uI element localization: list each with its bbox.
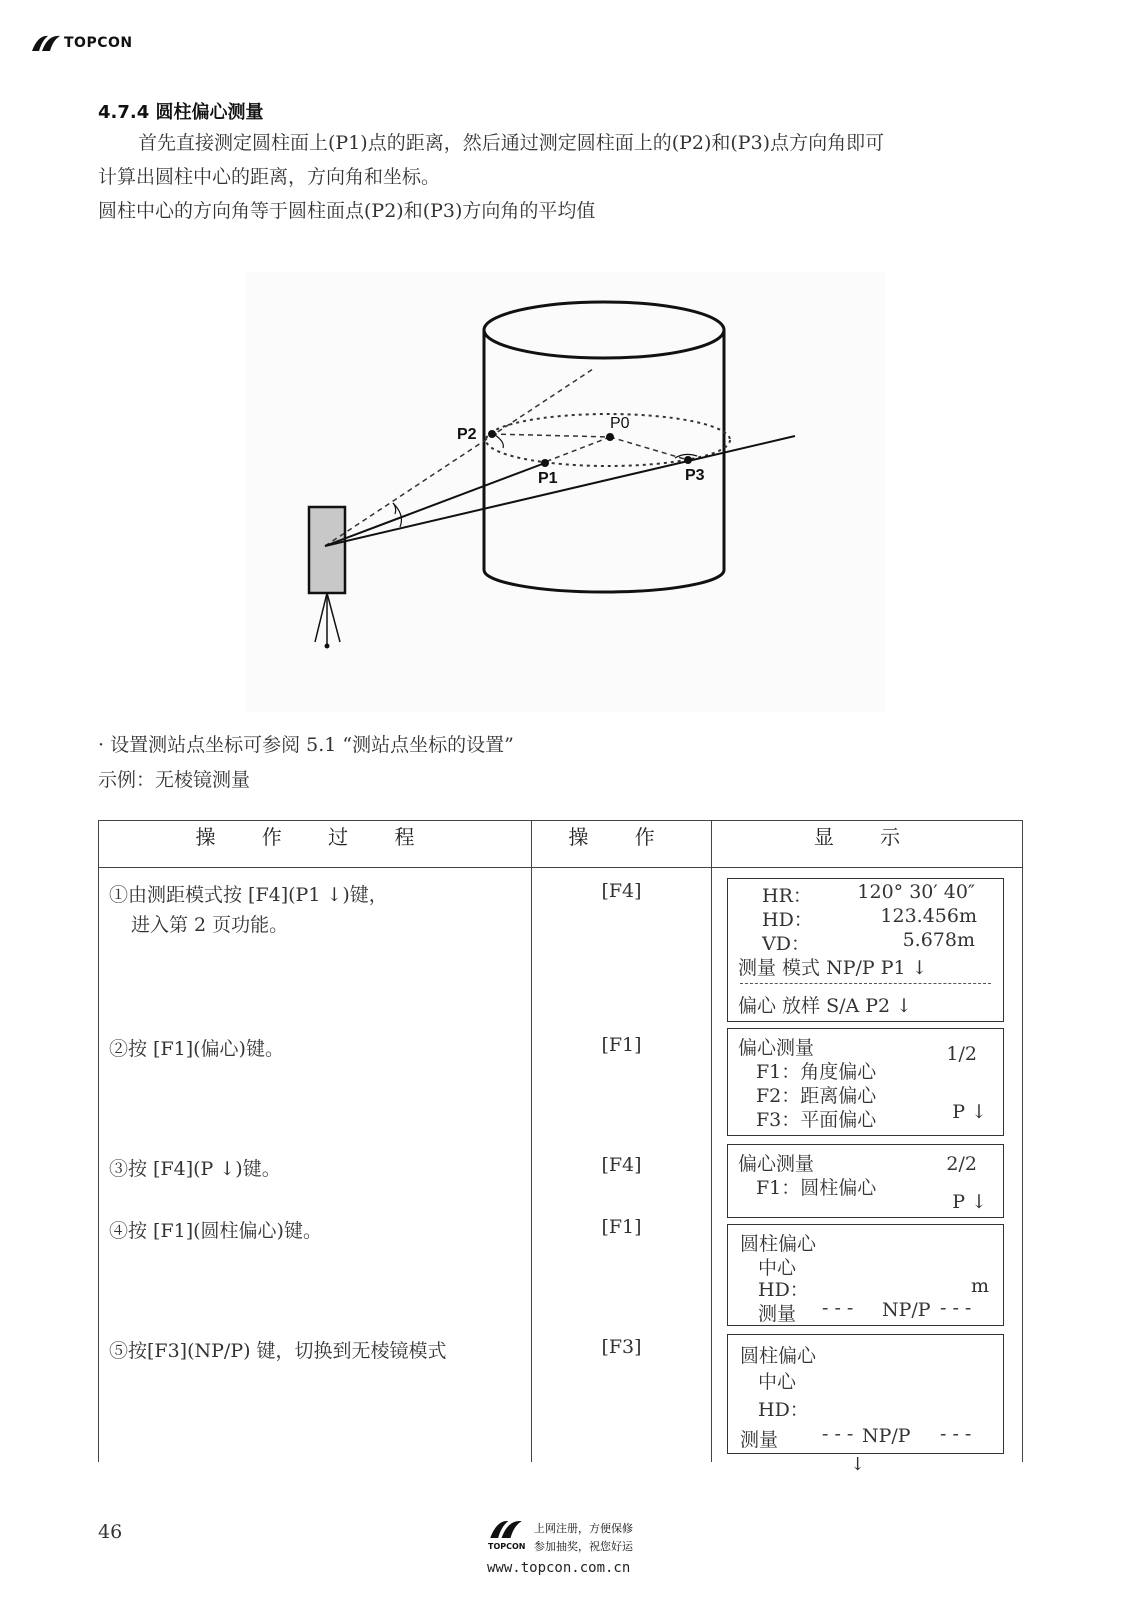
topcon-logo xyxy=(30,32,150,56)
key-step-2: [F1] xyxy=(601,1034,642,1056)
intro-line-1: 首先直接测定圆柱面上(P1)点的距离，然后通过测定圆柱面上的(P2)和(P3)点方向角即可 xyxy=(138,132,885,154)
key-step-4: [F1] xyxy=(601,1216,642,1238)
total-station-icon xyxy=(309,507,345,593)
lcd-screen-1: HR： 120° 30′ 40″ HD： 123.456m VD： 5.678m 测量 模式 NP/P P1 ↓ 偏心 放样 S/A P2 ↓ xyxy=(727,878,1004,1022)
lcd-screen-4: 圆柱偏心 中心 HD： m 测量 - - - NP/P - - - xyxy=(727,1224,1004,1326)
step-5: ⑤按[F3](NP/P) 键，切换到无棱镜模式 xyxy=(109,1340,447,1362)
footer-slogan-1: 上网注册，方便保修 xyxy=(534,1522,633,1535)
point-p3 xyxy=(684,456,692,464)
label-p0: P0 xyxy=(610,415,630,432)
point-p0 xyxy=(606,433,614,441)
display-cell xyxy=(712,868,1023,1475)
step-2: ②按 [F1](偏心)键。 xyxy=(109,1038,284,1060)
procedure-table xyxy=(98,820,1023,1475)
example-note: 示例：无棱镜测量 xyxy=(98,769,251,791)
footer-slogan-2: 参加抽奖，祝您好运 xyxy=(534,1540,633,1553)
header-operation: 操 作 xyxy=(532,821,712,868)
figure-background xyxy=(245,272,885,712)
continue-arrow-icon: ↓ xyxy=(850,1454,866,1475)
lcd-screen-3: 偏心测量 2/2 F1：圆柱偏心 P ↓ xyxy=(727,1144,1004,1218)
intro-line-2: 计算出圆柱中心的距离，方向角和坐标。 xyxy=(98,166,441,188)
topcon-logo-mark-icon xyxy=(30,34,62,52)
operation-cell xyxy=(532,868,712,1463)
label-p2: P2 xyxy=(457,426,477,443)
point-p2 xyxy=(488,430,496,438)
intro-line-3: 圆柱中心的方向角等于圆柱面点(P2)和(P3)方向角的平均值 xyxy=(98,200,596,222)
cylinder-offset-diagram xyxy=(245,272,885,712)
key-step-3: [F4] xyxy=(601,1154,642,1176)
table-header-row xyxy=(99,821,1023,868)
label-p3: P3 xyxy=(685,467,705,484)
lcd-screen-2: 偏心测量 1/2 F1：角度偏心 F2：距离偏心 F3：平面偏心 P ↓ xyxy=(727,1028,1004,1136)
page-number: 46 xyxy=(98,1521,123,1543)
step-3: ③按 [F4](P ↓)键。 xyxy=(109,1158,281,1180)
tripod-point xyxy=(325,644,330,649)
brand-name: TOPCON xyxy=(64,35,133,51)
lcd-screen-5: 圆柱偏心 中心 HD： 测量 - - - NP/P - - - xyxy=(727,1334,1004,1454)
key-step-1: [F4] xyxy=(601,880,642,902)
table-body-row xyxy=(99,868,1023,1463)
header-procedure: 操 作 过 程 xyxy=(99,821,532,868)
label-p1: P1 xyxy=(538,470,558,487)
step-1: ①由测距模式按 [F4](P1 ↓)键， 进入第 2 页功能。 xyxy=(109,884,388,936)
lcd-divider xyxy=(740,983,991,984)
key-step-5: [F3] xyxy=(601,1336,642,1358)
section-title: 4.7.4 圆柱偏心测量 xyxy=(98,102,264,123)
procedure-cell xyxy=(99,868,532,1463)
footer-logo-mark-icon xyxy=(488,1518,524,1540)
header-display: 显 示 xyxy=(712,821,1023,868)
setup-note: · 设置测站点坐标可参阅 5.1 “测站点坐标的设置” xyxy=(98,734,514,756)
point-p1 xyxy=(541,459,549,467)
footer-brand: TOPCON xyxy=(488,1542,526,1551)
step-4: ④按 [F1](圆柱偏心)键。 xyxy=(109,1220,322,1242)
footer-url[interactable]: www.topcon.com.cn xyxy=(487,1560,631,1576)
